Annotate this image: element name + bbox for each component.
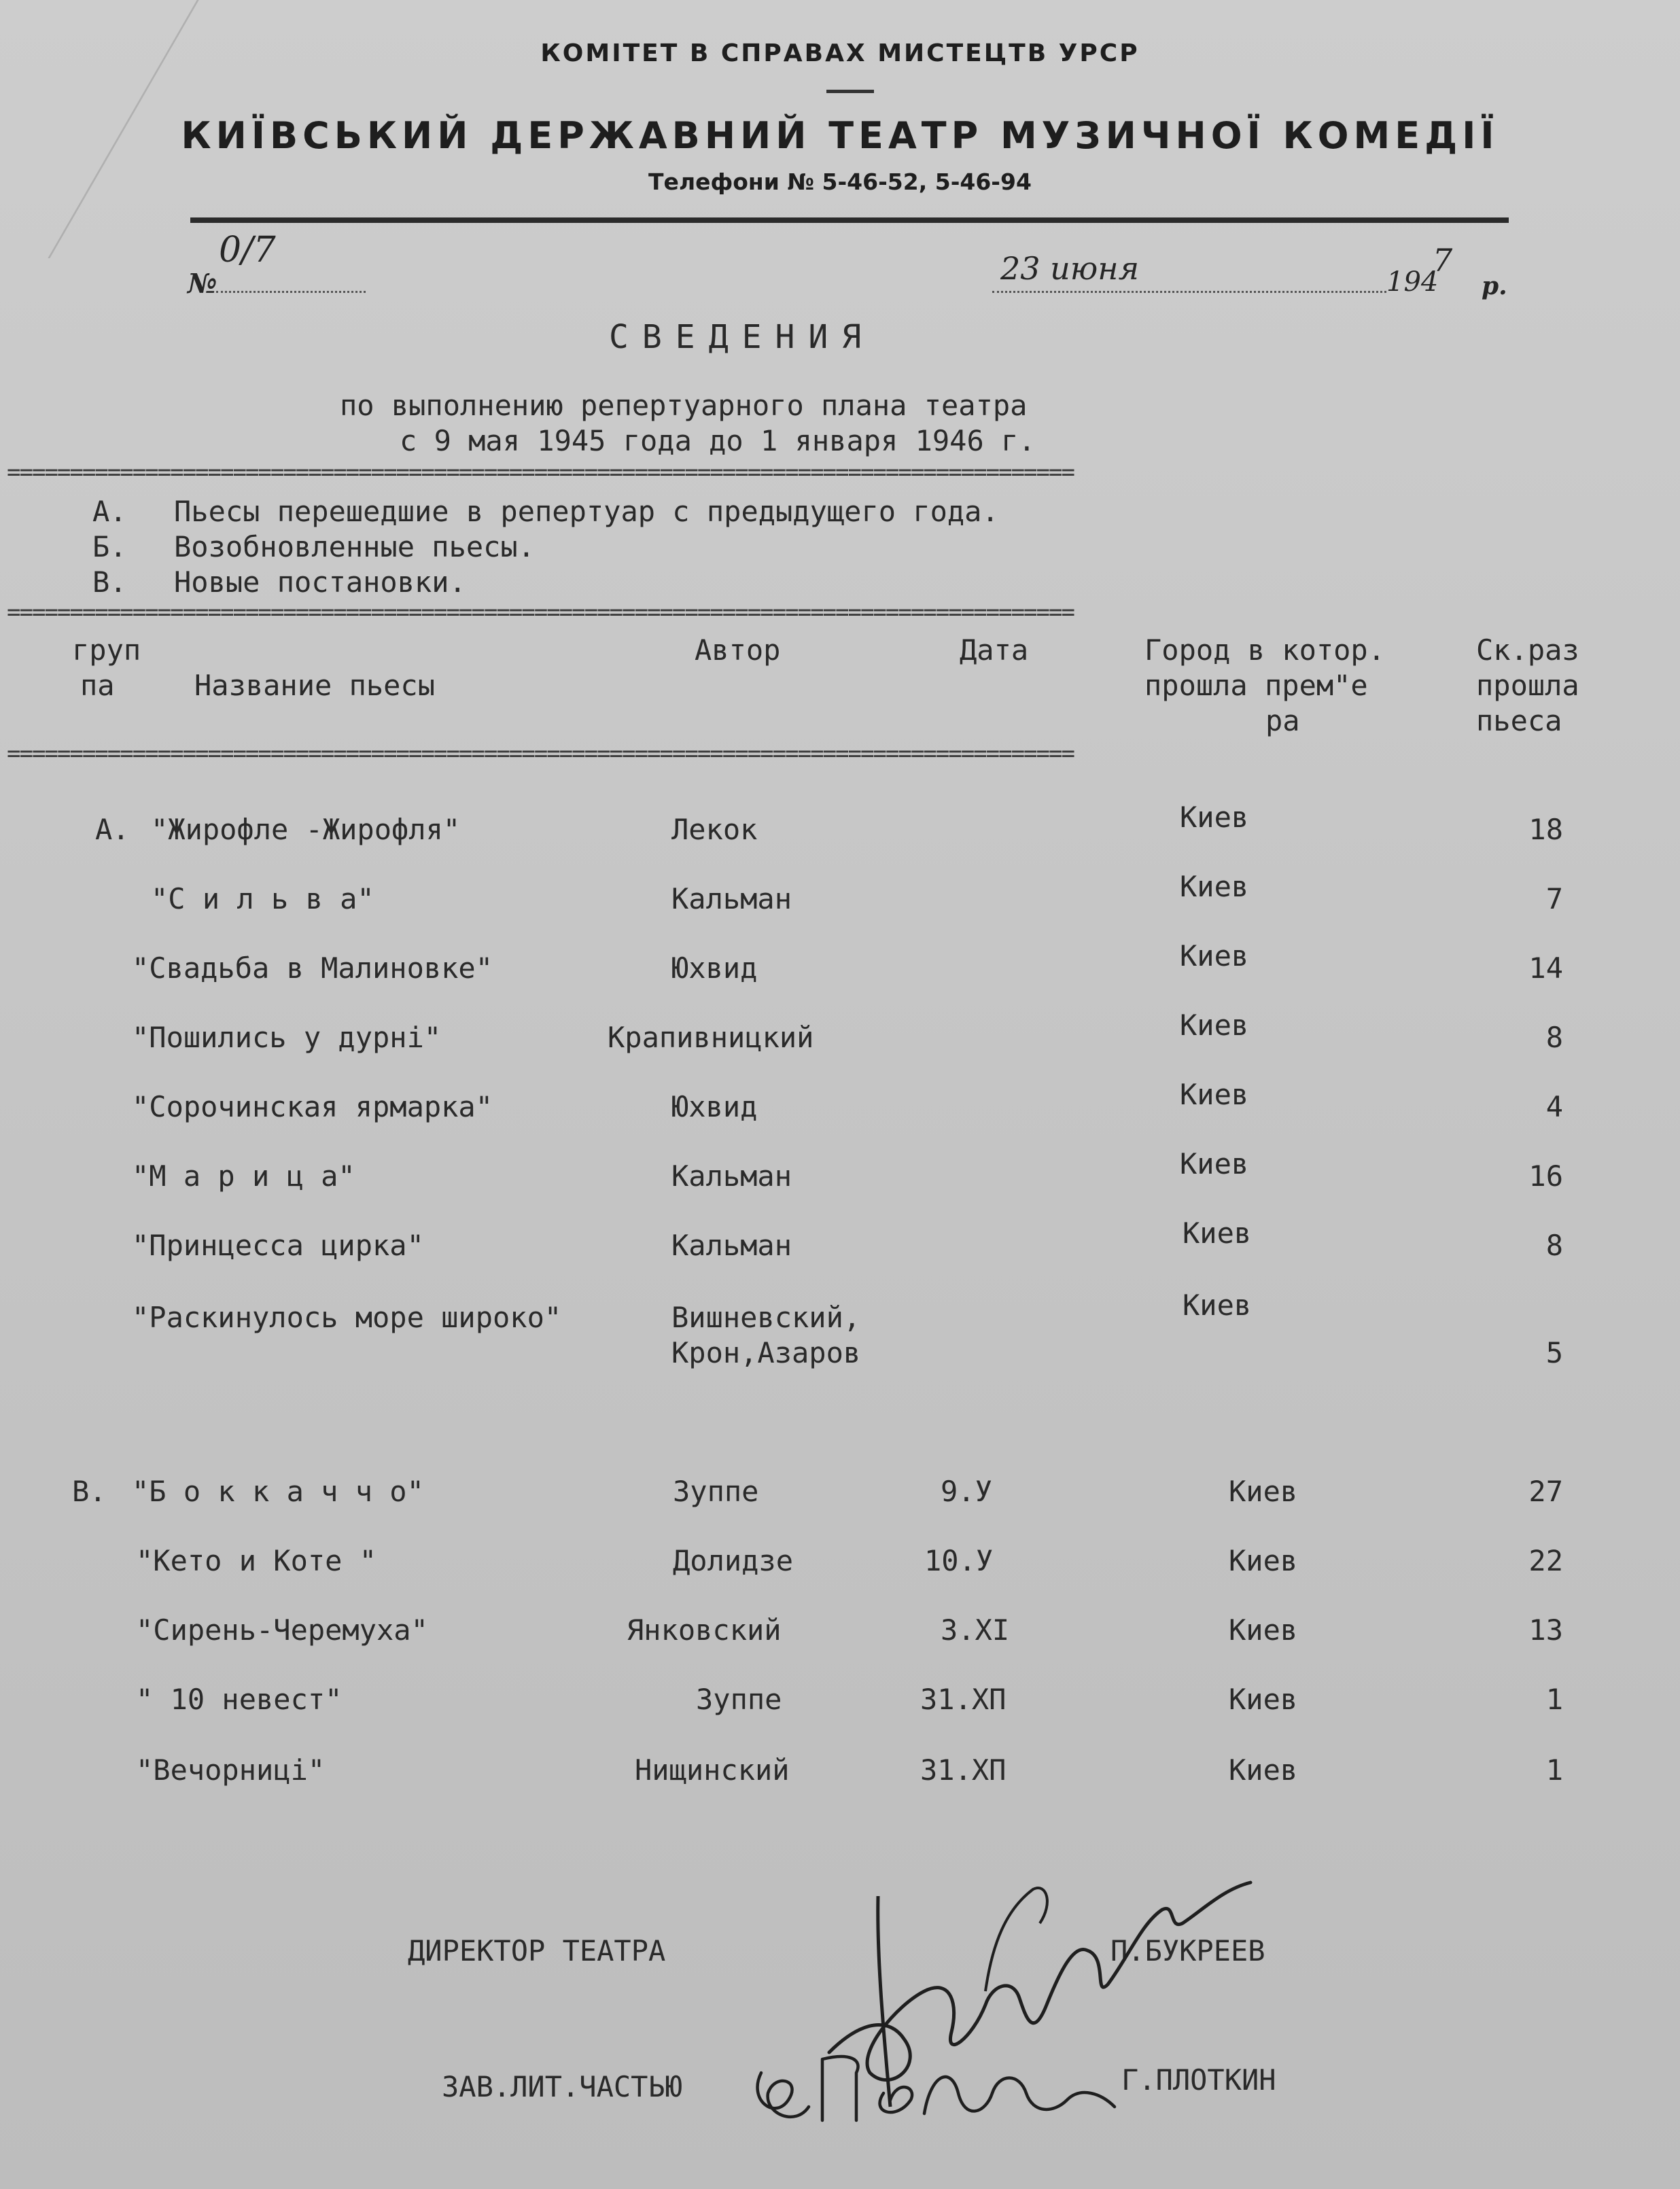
heading-divider-short (826, 90, 874, 93)
number-dotted-line (216, 291, 366, 293)
row-v1-play: "Б о к к а ч ч о" (132, 1475, 424, 1508)
subtitle-line-2: с 9 мая 1945 года до 1 января 1946 г. (400, 424, 1036, 457)
row-a3-play: "Свадьба в Малиновке" (132, 951, 493, 985)
row-v4-play: " 10 невест" (136, 1683, 343, 1716)
subtitle-line-1: по выполнению репертуарного плана театра (340, 389, 1028, 422)
committee-heading: КОМІТЕТ В СПРАВАХ МИСТЕЦТВ УРСР (540, 39, 1140, 67)
col-group-line2: па (80, 669, 115, 702)
lit-part-name: Г.ПЛОТКИН (1121, 2063, 1276, 2097)
col-group-line1: груп (72, 633, 141, 667)
col-count-line2: прошла (1476, 669, 1579, 702)
row-a7-author: Кальман (671, 1229, 792, 1262)
col-play-header: Название пьесы (194, 669, 436, 702)
year-digit: 7 (1433, 242, 1453, 279)
row-v4-count: 1 (1545, 1683, 1563, 1716)
row-a4-play: "Пошились у дурні" (132, 1021, 442, 1054)
theatre-heading: КИЇВСЬКИЙ ДЕРЖАВНИЙ ТЕАТР МУЗИЧНОЇ КОМЕДІЇ (181, 114, 1499, 157)
row-a1-count: 18 (1528, 813, 1563, 846)
row-v4-city: Киев (1229, 1683, 1298, 1716)
lit-part-title: ЗАВ.ЛИТ.ЧАСТЬЮ (442, 2070, 683, 2103)
separator-rule-2: ===================================================================================== (7, 599, 1074, 626)
row-a3-city: Киев (1180, 939, 1249, 973)
lit-part-signature (748, 2032, 1128, 2134)
row-a8-author-line1: Вишневский, (671, 1301, 861, 1334)
row-a2-play: "С и л ь в а" (151, 882, 374, 915)
row-a1-play: "Жирофле -Жирофля" (151, 813, 461, 846)
row-a5-play: "Сорочинская ярмарка" (132, 1090, 493, 1123)
row-a6-count: 16 (1528, 1159, 1563, 1193)
row-v4-author: Зуппе (696, 1683, 782, 1716)
date-dotted-line (992, 291, 1386, 293)
col-city-line3: ра (1265, 704, 1300, 737)
col-count-line3: пьеса (1476, 704, 1562, 737)
separator-rule-3: ===================================================================================== (7, 740, 1074, 767)
row-a5-city: Киев (1180, 1078, 1249, 1111)
row-a6-city: Киев (1180, 1147, 1249, 1180)
col-date-header: Дата (960, 633, 1029, 667)
row-v1-group: В. (72, 1475, 107, 1508)
col-city-line1: Город в котор. (1144, 633, 1386, 667)
row-v3-count: 13 (1528, 1613, 1563, 1647)
row-a2-city: Киев (1180, 870, 1249, 903)
letterhead-rule (190, 217, 1509, 223)
row-v5-count: 1 (1545, 1753, 1563, 1787)
row-a1-author: Лекок (671, 813, 758, 846)
row-a4-count: 8 (1545, 1021, 1563, 1054)
row-a8-play: "Раскинулось море широко" (132, 1301, 562, 1334)
row-v2-author: Долидзе (673, 1544, 794, 1577)
legend-text-b: Возобновленные пьесы. (174, 530, 536, 563)
row-a2-author: Кальман (671, 882, 792, 915)
number-prefix: № (188, 268, 217, 300)
row-a7-count: 8 (1545, 1229, 1563, 1262)
row-a7-play: "Принцесса цирка" (132, 1229, 424, 1262)
separator-rule-1: ===================================================================================== (7, 459, 1074, 486)
row-v1-author: Зуппе (673, 1475, 759, 1508)
row-v2-date: 10.У (924, 1544, 994, 1577)
col-author-header: Автор (695, 633, 781, 667)
row-v2-count: 22 (1528, 1544, 1563, 1577)
row-v2-city: Киев (1229, 1544, 1298, 1577)
row-v3-date: 3.XI (941, 1613, 1010, 1647)
col-city-line2: прошла прем"е (1144, 669, 1368, 702)
row-a6-play: "М а р и ц а" (132, 1159, 355, 1193)
row-v5-city: Киев (1229, 1753, 1298, 1787)
row-a4-author: Крапивницкий (608, 1021, 814, 1054)
document-number: 0/7 (219, 230, 276, 270)
director-title: ДИРЕКТОР ТЕАТРА (408, 1934, 666, 1967)
row-a1-group: А. (95, 813, 130, 846)
row-v2-play: "Кето и Коте " (136, 1544, 377, 1577)
row-a2-count: 7 (1545, 882, 1563, 915)
director-name: П.БУКРЕЕВ (1110, 1934, 1265, 1967)
row-v5-author: Нищинский (635, 1753, 790, 1787)
col-count-line1: Ск.раз (1476, 633, 1579, 667)
row-a8-count: 5 (1545, 1336, 1563, 1369)
row-a6-author: Кальман (671, 1159, 792, 1193)
row-v1-date: 9.У (941, 1475, 992, 1508)
row-v1-count: 27 (1528, 1475, 1563, 1508)
row-v4-date: 31.ХП (920, 1683, 1007, 1716)
row-a7-city: Киев (1183, 1216, 1252, 1250)
row-a5-author: Юхвид (671, 1090, 758, 1123)
row-v3-city: Киев (1229, 1613, 1298, 1647)
row-a8-city: Киев (1183, 1289, 1252, 1322)
legend-text-a: Пьесы перешедшие в репертуар с предыдущего года. (174, 495, 999, 528)
legend-key-v: В. (92, 565, 127, 599)
row-v3-play: "Сирень-Черемуха" (136, 1613, 428, 1647)
row-a3-count: 14 (1528, 951, 1563, 985)
row-v1-city: Киев (1229, 1475, 1298, 1508)
phone-line: Телефони № 5-46-52, 5-46-94 (648, 169, 1032, 195)
document-title: СВЕДЕНИЯ (609, 318, 875, 356)
legend-key-b: Б. (92, 530, 127, 563)
row-a4-city: Киев (1180, 1009, 1249, 1042)
legend-key-a: А. (92, 495, 127, 528)
row-a5-count: 4 (1545, 1090, 1563, 1123)
row-v5-date: 31.ХП (920, 1753, 1007, 1787)
row-v3-author: Янковский (627, 1613, 782, 1647)
row-a1-city: Киев (1180, 801, 1249, 834)
row-v5-play: "Вечорниці" (136, 1753, 326, 1787)
document-date: 23 июня (1000, 250, 1140, 287)
year-prefix: 194 (1386, 266, 1439, 298)
year-suffix: р. (1482, 272, 1507, 300)
legend-text-v: Новые постановки. (174, 565, 466, 599)
row-a3-author: Юхвид (671, 951, 758, 985)
row-a8-author-line2: Крон,Азаров (671, 1336, 861, 1369)
